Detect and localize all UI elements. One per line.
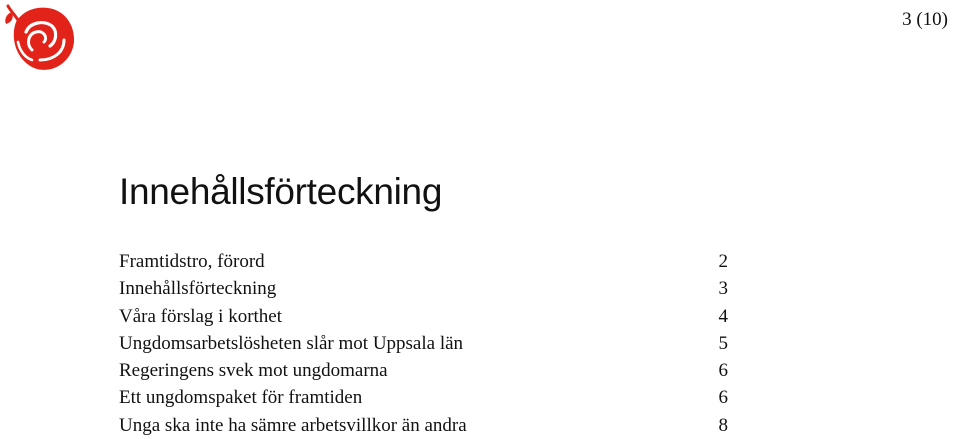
toc-entry xyxy=(119,412,728,439)
toc-entry-title: Unga ska inte ha sämre arbetsvillkor än andra xyxy=(119,414,467,436)
toc-entry-title: Regeringens svek mot ungdomarna xyxy=(119,360,388,382)
toc-entry-page: 4 xyxy=(718,305,728,327)
red-rose-logo-icon xyxy=(4,2,78,76)
toc-entry xyxy=(119,248,728,275)
toc-entry-page: 3 xyxy=(718,278,728,300)
page-number: 3 (10) xyxy=(902,9,948,30)
toc-entry-page: 6 xyxy=(718,360,728,382)
toc-entry-page: 5 xyxy=(718,332,728,354)
table-of-contents xyxy=(119,248,728,439)
toc-entry-title: Framtidstro, förord xyxy=(119,251,265,272)
page-title: Innehållsförteckning xyxy=(119,171,443,212)
toc-entry-title: Ungdomsarbetslösheten slår mot Uppsala län xyxy=(119,332,464,354)
toc-entry-title: Ett ungdomspaket för framtiden xyxy=(119,387,363,409)
toc-entry xyxy=(119,384,728,411)
toc-entry-page: 6 xyxy=(718,387,728,409)
toc-entry xyxy=(119,357,728,384)
toc-entry xyxy=(119,303,728,330)
toc-entry-page: 2 xyxy=(718,251,728,272)
toc-entry-title: Innehållsförteckning xyxy=(119,278,277,300)
toc-entry xyxy=(119,275,728,302)
toc-entry-title: Våra förslag i korthet xyxy=(119,305,283,327)
toc-entry xyxy=(119,330,728,357)
toc-entry-page: 8 xyxy=(718,414,728,436)
